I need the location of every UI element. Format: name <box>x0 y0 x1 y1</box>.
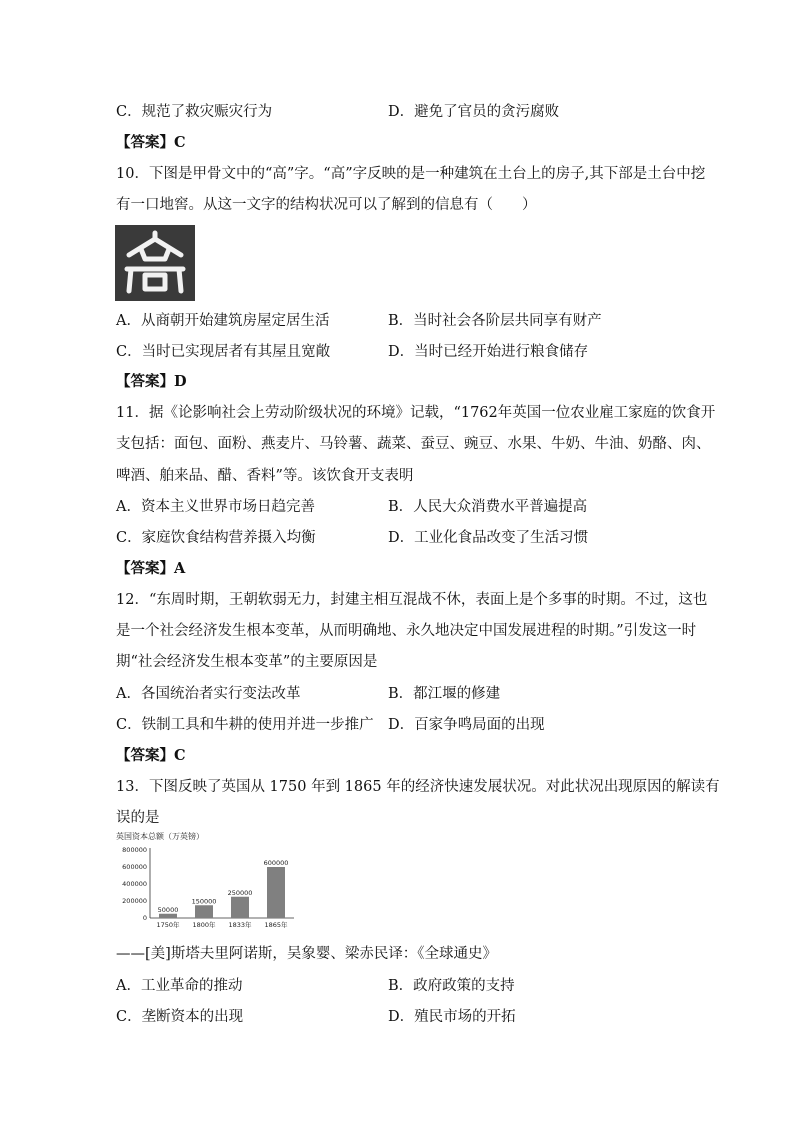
y-tick-label: 0 <box>142 914 147 923</box>
q10-option-d: D．当时已经开始进行粮食储存 <box>388 344 589 360</box>
q12-option-c: C．铁制工具和牛耕的使用并进一步推广 <box>116 717 374 733</box>
q12-option-a: A．各国统治者实行变法改革 <box>116 686 301 702</box>
q13-option-a: A．工业革命的推动 <box>116 978 243 994</box>
x-tick-label: 1865年 <box>264 921 288 929</box>
q12-stem-line1: 12．“东周时期，王朝软弱无力，封建主相互混战不休，表面上是个多事的时期。不过，这也 <box>116 592 708 608</box>
chart-svg <box>116 830 306 935</box>
q10-stem-line1: 10．下图是甲骨文中的“高”字。“高”字反映的是一种建筑在土台上的房子,其下部是土台中挖 <box>116 166 706 182</box>
q13-option-c: C．垄断资本的出现 <box>116 1009 244 1025</box>
q12-stem-line2: 是一个社会经济发生根本变革，从而明确地、永久地决定中国发展进程的时期。”引发这一时 <box>116 623 697 639</box>
q13-stem-line2: 误的是 <box>116 810 160 826</box>
q10-option-c: C．当时已实现居者有其屋且宽敞 <box>116 344 331 360</box>
q11-option-d: D．工业化食品改变了生活习惯 <box>388 530 589 546</box>
y-tick-label: 600000 <box>122 863 147 872</box>
q10-stem-line2: 有一口地窖。从这一文字的结构状况可以了解到的信息有（ ） <box>116 197 537 213</box>
y-tick-label: 200000 <box>122 897 147 906</box>
q9-option-d: D．避免了官员的贪污腐败 <box>388 104 560 120</box>
x-tick-label: 1800年 <box>192 921 216 929</box>
q12-option-b: B．都江堰的修建 <box>388 686 501 702</box>
q9-answer: 【答案】C <box>116 134 186 151</box>
y-tick-label: 800000 <box>122 846 147 855</box>
q11-stem-line2: 支包括：面包、面粉、燕麦片、马铃薯、蔬菜、蚕豆、豌豆、水果、牛奶、牛油、奶酪、肉、 <box>116 436 711 452</box>
q12-answer: 【答案】C <box>116 747 186 764</box>
capital-bar-chart <box>116 830 306 935</box>
q11-option-a: A．资本主义世界市场日趋完善 <box>116 499 315 515</box>
oracle-bone-gao-character-image <box>115 225 195 301</box>
q10-option-b: B．当时社会各阶层共同享有财产 <box>388 313 602 329</box>
y-tick-label: 400000 <box>122 880 147 889</box>
x-tick-label: 1750年 <box>156 921 180 929</box>
bar <box>231 897 249 918</box>
bar <box>159 914 177 918</box>
q11-option-c: C．家庭饮食结构营养摄入均衡 <box>116 530 316 546</box>
q9-option-c: C．规范了救灾赈灾行为 <box>116 104 273 120</box>
q12-stem-line3: 期“社会经济发生根本变革”的主要原因是 <box>116 654 378 670</box>
bar-value-label: 50000 <box>157 905 179 914</box>
q11-answer: 【答案】A <box>116 560 186 577</box>
q11-stem-line3: 啤酒、舶来品、醋、香料”等。该饮食开支表明 <box>116 468 414 484</box>
q10-answer: 【答案】D <box>116 373 187 390</box>
q11-stem-line1: 11．据《论影响社会上劳动阶级状况的环境》记载，“1762年英国一位农业雇工家庭的饮食开 <box>116 405 716 421</box>
bar <box>195 905 213 918</box>
q13-option-b: B．政府政策的支持 <box>388 978 515 994</box>
bar-value-label: 600000 <box>263 859 289 867</box>
bar-value-label: 150000 <box>191 897 217 906</box>
q12-option-d: D．百家争鸣局面的出现 <box>388 717 545 733</box>
q13-source: ——[美]斯塔夫里阿诺斯，吴象婴、梁赤民译：《全球通史》 <box>116 946 498 962</box>
bar-value-label: 250000 <box>227 888 253 897</box>
x-tick-label: 1833年 <box>228 921 252 929</box>
chart-title: 英国资本总额（万英镑） <box>116 832 204 841</box>
bar <box>267 867 285 918</box>
q13-stem-line1: 13．下图反映了英国从 1750 年到 1865 年的经济快速发展状况。对此状况出现原因的解读有 <box>116 779 720 795</box>
q10-option-a: A．从商朝开始建筑房屋定居生活 <box>116 313 330 329</box>
q13-option-d: D．殖民市场的开拓 <box>388 1009 516 1025</box>
q11-option-b: B．人民大众消费水平普遍提高 <box>388 499 588 515</box>
